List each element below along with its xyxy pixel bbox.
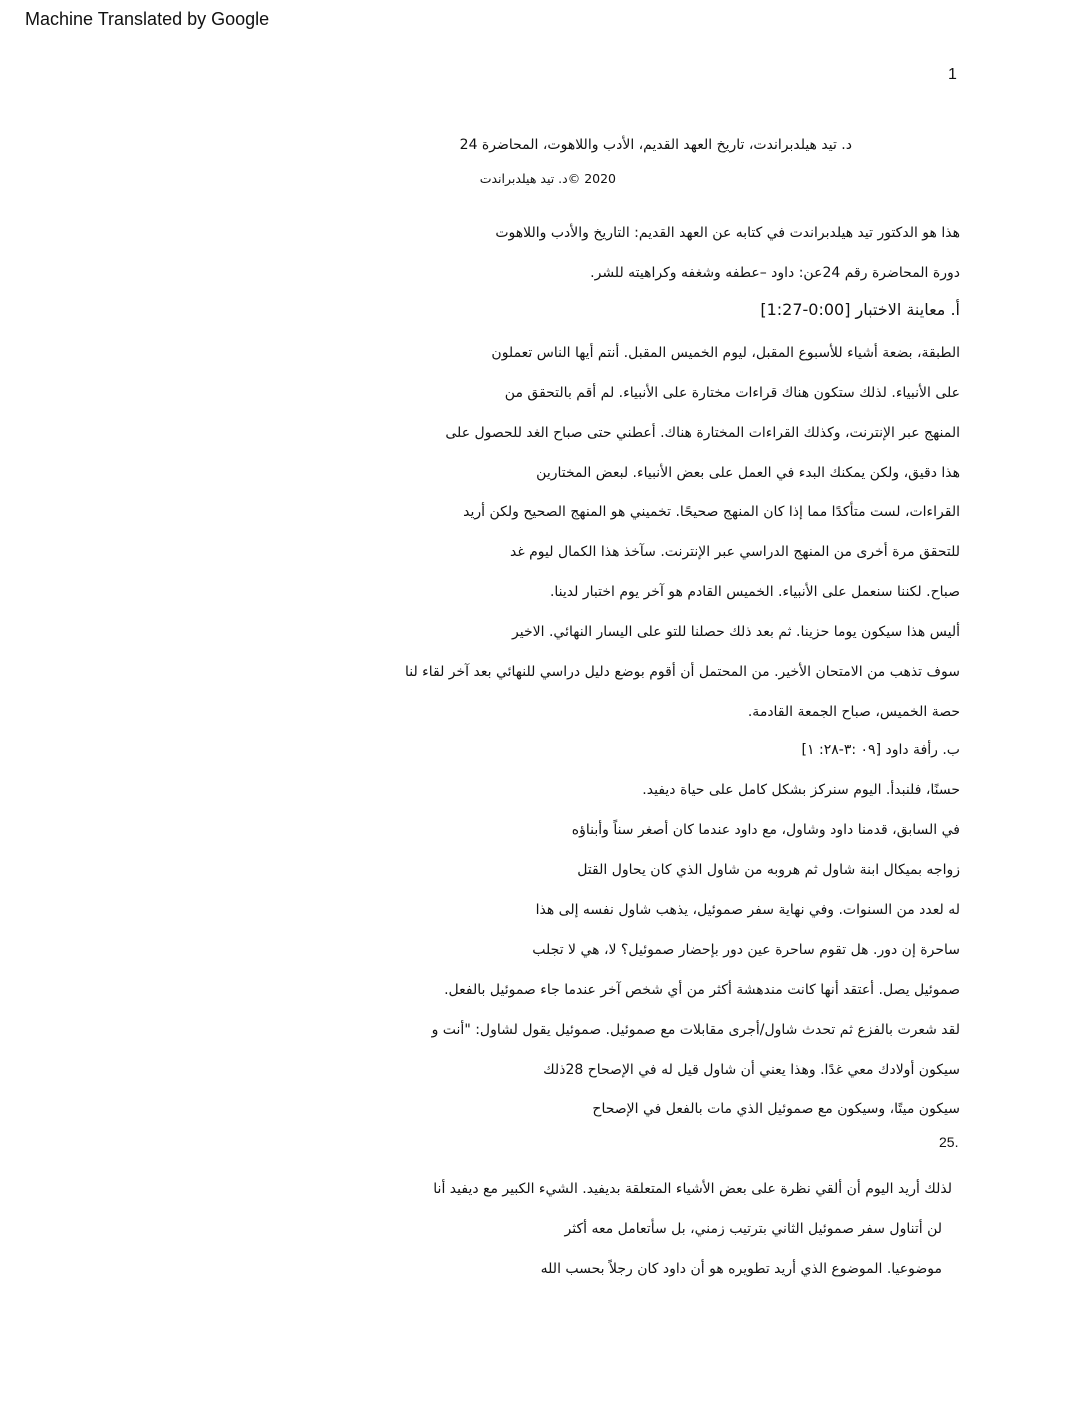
section-b-heading: ب. رأفة داود [٠٩ :٣-٢٨: ١] (801, 742, 960, 758)
body-line: سيكون أولادك معي غدًا. وهذا يعني أن شاول قيل له في الإصحاح 28ذلك (543, 1062, 960, 1078)
body-line: له لعدد من السنوات. وفي نهاية سفر صموئيل، يذهب شاول نفسه إلى هذا (535, 902, 960, 918)
body-line: القراءات، لست متأكدًا مما إذا كان المنهج صحيحًا. تخميني هو المنهج الصحيح ولكن أريد (463, 504, 960, 520)
copyright-line: 2020 ©د. تيد هيلدبراندت (479, 171, 616, 186)
machine-translation-banner: Machine Translated by Google (25, 9, 270, 29)
body-line: لذلك أريد اليوم أن ألقي نظرة على بعض الأشياء المتعلقة بديفيد. الشيء الكبير مع ديفيد أنا (433, 1181, 952, 1197)
body-line: زواجه بميكال ابنة شاول ثم هروبه من شاول الذي كان يحاول القتل (577, 862, 960, 878)
body-line: لن أتناول سفر صموئيل الثاني بترتيب زمني، بل سأتعامل معه أكثر (564, 1221, 942, 1237)
intro-line: هذا هو الدكتور تيد هيلدبراندت في كتابه عن العهد القديم: التاريخ والأدب واللاهوت (495, 225, 960, 241)
body-line: حصة الخميس، صباح الجمعة القادمة. (747, 704, 960, 720)
body-line: هذا دقيق، ولكن يمكنك البدء في العمل على بعض الأنبياء. لبعض المختارين (536, 465, 960, 481)
body-line: صباح. لكننا سنعمل على الأنبياء. الخميس القادم هو آخر يوم اختبار لدينا. (549, 584, 960, 600)
body-line: للتحقق مرة أخرى من المنهج الدراسي عبر الإنترنت. سآخذ هذا الكمال ليوم غد (510, 544, 960, 560)
body-line: صموئيل يصل. أعتقد أنها كانت مندهشة أكثر من أي شخص آخر عندما جاء صموئيل بالفعل. (444, 982, 960, 998)
body-line: الطبقة، بضعة أشياء للأسبوع المقبل، ليوم الخميس المقبل. أنتم أيها الناس تعملون (491, 345, 960, 361)
body-line: حسنًا، فلنبدأ. اليوم سنركز بشكل كامل على حياة ديفيد. (642, 782, 960, 798)
body-line: المنهج عبر الإنترنت، وكذلك القراءات المختارة هناك. أعطني حتى صباح الغد للحصول على (445, 425, 960, 441)
chapter-number-trail: 25. (939, 1134, 959, 1150)
body-line: موضوعيا. الموضوع الذي أريد تطويره هو أن داود كان رجلاً بحسب الله (540, 1261, 942, 1277)
body-line: ساحرة إن دور. هل تقوم ساحرة عين دور بإحضار صموئيل؟ لا، هي لا تجلب (532, 942, 960, 958)
body-line: سوف تذهب من الامتحان الأخير. من المحتمل أن أقوم بوضع دليل دراسي للنهائي بعد آخر لقاء لنا (404, 664, 960, 680)
body-line: على الأنبياء. لذلك ستكون هناك قراءات مختارة على الأنبياء. لم أقم بالتحقق من (504, 385, 960, 401)
page-number: 1 (948, 66, 957, 83)
intro-line: دورة المحاضرة رقم 24عن: داود –عطفه وشغفه وكراهيته للشر. (590, 265, 960, 281)
body-line: أليس هذا سيكون يوما حزينا. ثم بعد ذلك حصلنا للتو على اليسار النهائي. الاخير (512, 624, 960, 640)
document-title: د. تيد هيلدبراندت، تاريخ العهد القديم، الأدب واللاهوت، المحاضرة 24 (459, 137, 852, 153)
body-line: في السابق، قدمنا داود وشاول، مع داود عندما كان أصغر سناً وأبناؤه (571, 822, 960, 838)
body-line: سيكون ميتًا، وسيكون مع صموئيل الذي مات بالفعل في الإصحاح (592, 1101, 960, 1117)
body-line: لقد شعرت بالفزع ثم تحدث شاول/أجرى مقابلات مع صموئيل. صموئيل يقول لشاول: "أنت و (431, 1022, 960, 1038)
section-a-heading: أ. معاينة الاختبار [0:00-1:27] (760, 300, 960, 319)
